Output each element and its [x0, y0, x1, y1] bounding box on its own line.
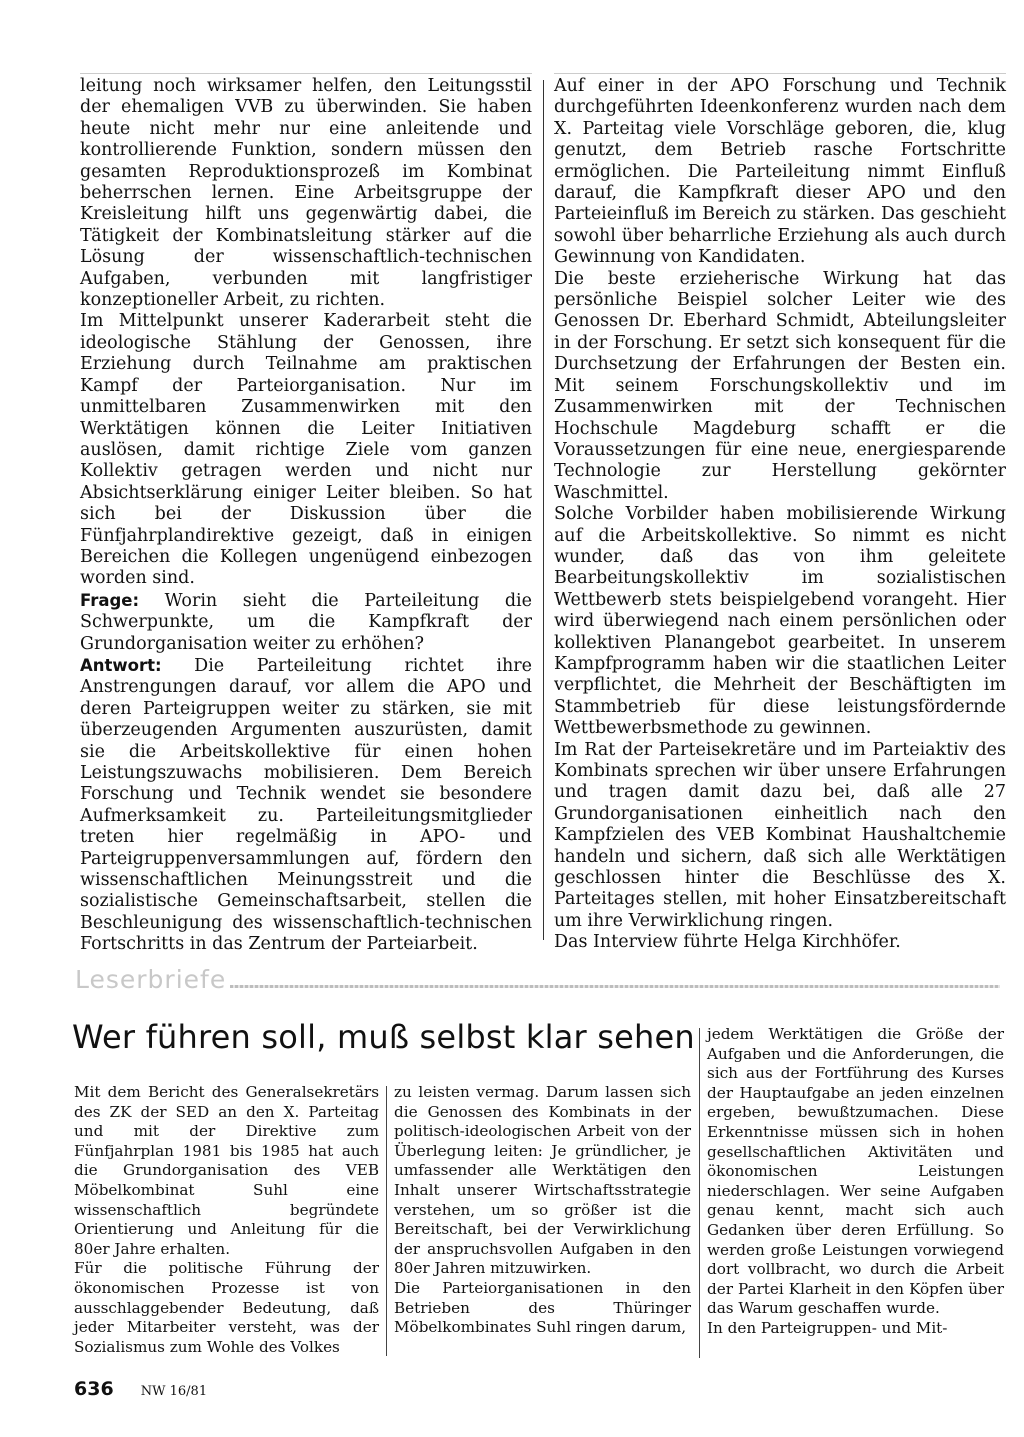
- column-divider: [386, 1086, 387, 1356]
- rubric-rule: [230, 985, 1000, 988]
- paragraph: Die Parteiorganisationen in den Betrieben des Thüringer Möbelkombinates Suhl ringen darum,: [394, 1278, 691, 1337]
- paragraph: In den Parteigruppen- und Mit-: [707, 1318, 948, 1337]
- answer-text: Die Parteileitung richtet ihre Anstrengungen darauf, vor allem die APO und deren Parteigruppen weiter zu stärken, sie mit überzeugenden Argumenten auszurüsten, damit sie die Arbeitskollektive für einen hohen Leistungszuwachs mobilisieren. Dem Bereich Forschung und Technik wendet sie besondere Aufmerksamkeit zu. Parteileitungsmitglieder treten hier regelmäßig in APO- und Parteigruppenversammlungen auf, fördern den wissenschaftlichen Meinungsstreit und die sozialistische Gemeinschaftsarbeit, stellen die Beschleunigung des wissenschaftlich-technischen Fortschritts in das Zentrum der Parteiarbeit.: [80, 655, 532, 955]
- column-right: [554, 76, 1006, 954]
- column-left: [80, 76, 532, 956]
- top-rule-right: [554, 73, 1006, 74]
- answer-label: Antwort:: [80, 655, 162, 675]
- section-rubric: Leserbriefe: [75, 965, 227, 994]
- letter-column-2: [394, 1083, 691, 1338]
- page-number: 636: [74, 1378, 114, 1400]
- paragraph: jedem Werktätigen die Größe der Aufgaben und die Anforderungen, die sich aus der Fortführung des Kurses der Hauptaufgabe an jeden einzelnen ergeben, bewußtzumachen. Diese Erkenntnisse müssen sich in hohen gesellschaftlichen Aktivitäten und ökonomischen Leistungen niederschlagen. Wer seine Aufgaben genau kennt, macht sich auch Gedanken über deren Erfüllung. So werden große Leistungen vorwiegend dort vollbracht, wo durch die Arbeit der Partei Klarheit in den Köpfen über das Warum geschaffen wurde.: [707, 1025, 1004, 1318]
- journal-issue: NW 16/81: [140, 1384, 208, 1399]
- column-divider: [543, 80, 544, 940]
- question-paragraph: [80, 590, 532, 655]
- question-label: Frage:: [80, 590, 140, 610]
- question-text: Worin sieht die Parteileitung die Schwerpunkte, um die Kampfkraft der Grundorganisation weiter zu erhöhen?: [80, 590, 532, 654]
- paragraph: Auf einer in der APO Forschung und Technik durchgeführten Ideenkonferenz wurden nach dem X. Parteitag viele Vorschläge geboren, die, klug genutzt, dem Betrieb rasche Fortschritte ermöglichen. Die Parteileitung nimmt Einfluß darauf, die Kampfkraft dieser APO und den Parteieinfluß im Bereich zu stärken. Das geschieht sowohl über beharrliche Erziehung als auch durch Gewinnung von Kandidaten.: [554, 76, 1006, 268]
- answer-paragraph: [80, 655, 532, 956]
- paragraph: Im Mittelpunkt unserer Kaderarbeit steht die ideologische Stählung der Genossen, ihre Erziehung durch Teilnahme am praktischen Kampf der Parteiorganisation. Nur im unmittelbaren Zusammenwirken mit den Werktätigen können die Leiter Initiativen auslösen, damit richtige Ziele vom ganzen Kollektiv getragen werden und nicht nur Absichtserklärung einiger Leiter bleiben. So hat sich bei der Diskussion über die Fünfjahrplandirektive gezeigt, daß in einigen Bereichen die Kollegen ungenügend einbezogen worden sind.: [80, 311, 532, 589]
- column-divider: [699, 1028, 700, 1358]
- paragraph: leitung noch wirksamer helfen, den Leitungsstil der ehemaligen VVB zu überwinden. Sie haben heute nicht mehr nur eine anleitende und kontrollierende Funktion, sondern müssen den gesamten Reproduktionsprozeß im Kombinat beherrschen lernen. Eine Arbeitsgruppe der Kreisleitung hilft uns gegenwärtig dabei, die Tätigkeit der Kombinatsleitung stärker auf die Lösung der wissenschaftlich-technischen Aufgaben, verbunden mit langfristiger konzeptioneller Arbeit, zu richten.: [80, 76, 532, 311]
- paragraph: Mit dem Bericht des Generalsekretärs des ZK der SED an den X. Parteitag und mit der Direktive zum Fünfjahrplan 1981 bis 1985 hat auch die Grundorganisation des VEB Möbelkombinat Suhl eine wissenschaftlich begründete Orientierung und Anleitung für die 80er Jahre erhalten.: [74, 1083, 379, 1258]
- paragraph: Die beste erzieherische Wirkung hat das persönliche Beispiel solcher Leiter wie des Genossen Dr. Eberhard Schmidt, Abteilungsleiter in der Forschung. Er setzt sich konsequent für die Durchsetzung der Erfahrungen der Besten ein. Mit seinem Forschungskollektiv und im Zusammenwirken mit der Technischen Hochschule Magdeburg schafft er die Voraussetzungen für eine neue, energiesparende Technologie zur Herstellung gekörnter Waschmittel.: [554, 268, 1006, 503]
- page-footer: [74, 1378, 207, 1400]
- paragraph: Für die politische Führung der ökonomischen Prozesse ist von ausschlaggebender Bedeutung, daß jeder Mitarbeiter versteht, was der Sozialismus zum Wohle des Volkes: [74, 1259, 379, 1356]
- letter-column-1: [74, 1083, 379, 1357]
- top-rule-left: [80, 73, 532, 74]
- letter-column-3: [707, 1025, 1004, 1339]
- interview-credit: Das Interview führte Helga Kirchhöfer.: [554, 932, 901, 953]
- paragraph: Solche Vorbilder haben mobilisierende Wirkung auf die Arbeitskollektive. So nimmt es nicht wunder, daß das von ihm geleitete Bearbeitungskollektiv im sozialistischen Wettbewerb stets beispielgebend vorangeht. Hier wird überwiegend nach einem persönlichen oder kollektiven Planangebot gearbeitet. In unserem Kampfprogramm haben wir die staatlichen Leiter verpflichtet, die Mehrheit der Beschäftigten im Stammbetrieb für diese leistungsfördernde Wettbewerbsmethode zu gewinnen.: [554, 504, 1006, 739]
- paragraph: Im Rat der Parteisekretäre und im Parteiaktiv des Kombinats sprechen wir über unsere Erfahrungen und tragen damit dazu bei, daß alle 27 Grundorganisationen einheitlich nach den Kampfzielen des VEB Kombinat Haushaltchemie handeln und sichern, daß sich alle Werktätigen geschlossen hinter die Beschlüsse des X. Parteitages stellen, mit hoher Einsatzbereitschaft um ihre Verwirklichung ringen.: [554, 739, 1006, 931]
- article-headline: Wer führen soll, muß selbst klar sehen: [72, 1018, 695, 1056]
- paragraph: zu leisten vermag. Darum lassen sich die Genossen des Kombinats in der politisch-ideologischen Arbeit von der Überlegung leiten: Je gründlicher, je umfassender alle Werktätigen den Inhalt unserer Wirtschaftsstrategie verstehen, um so größer ist die Bereitschaft, bei der Verwirklichung der anspruchsvollen Aufgaben in den 80er Jahren mitzuwirken.: [394, 1083, 691, 1278]
